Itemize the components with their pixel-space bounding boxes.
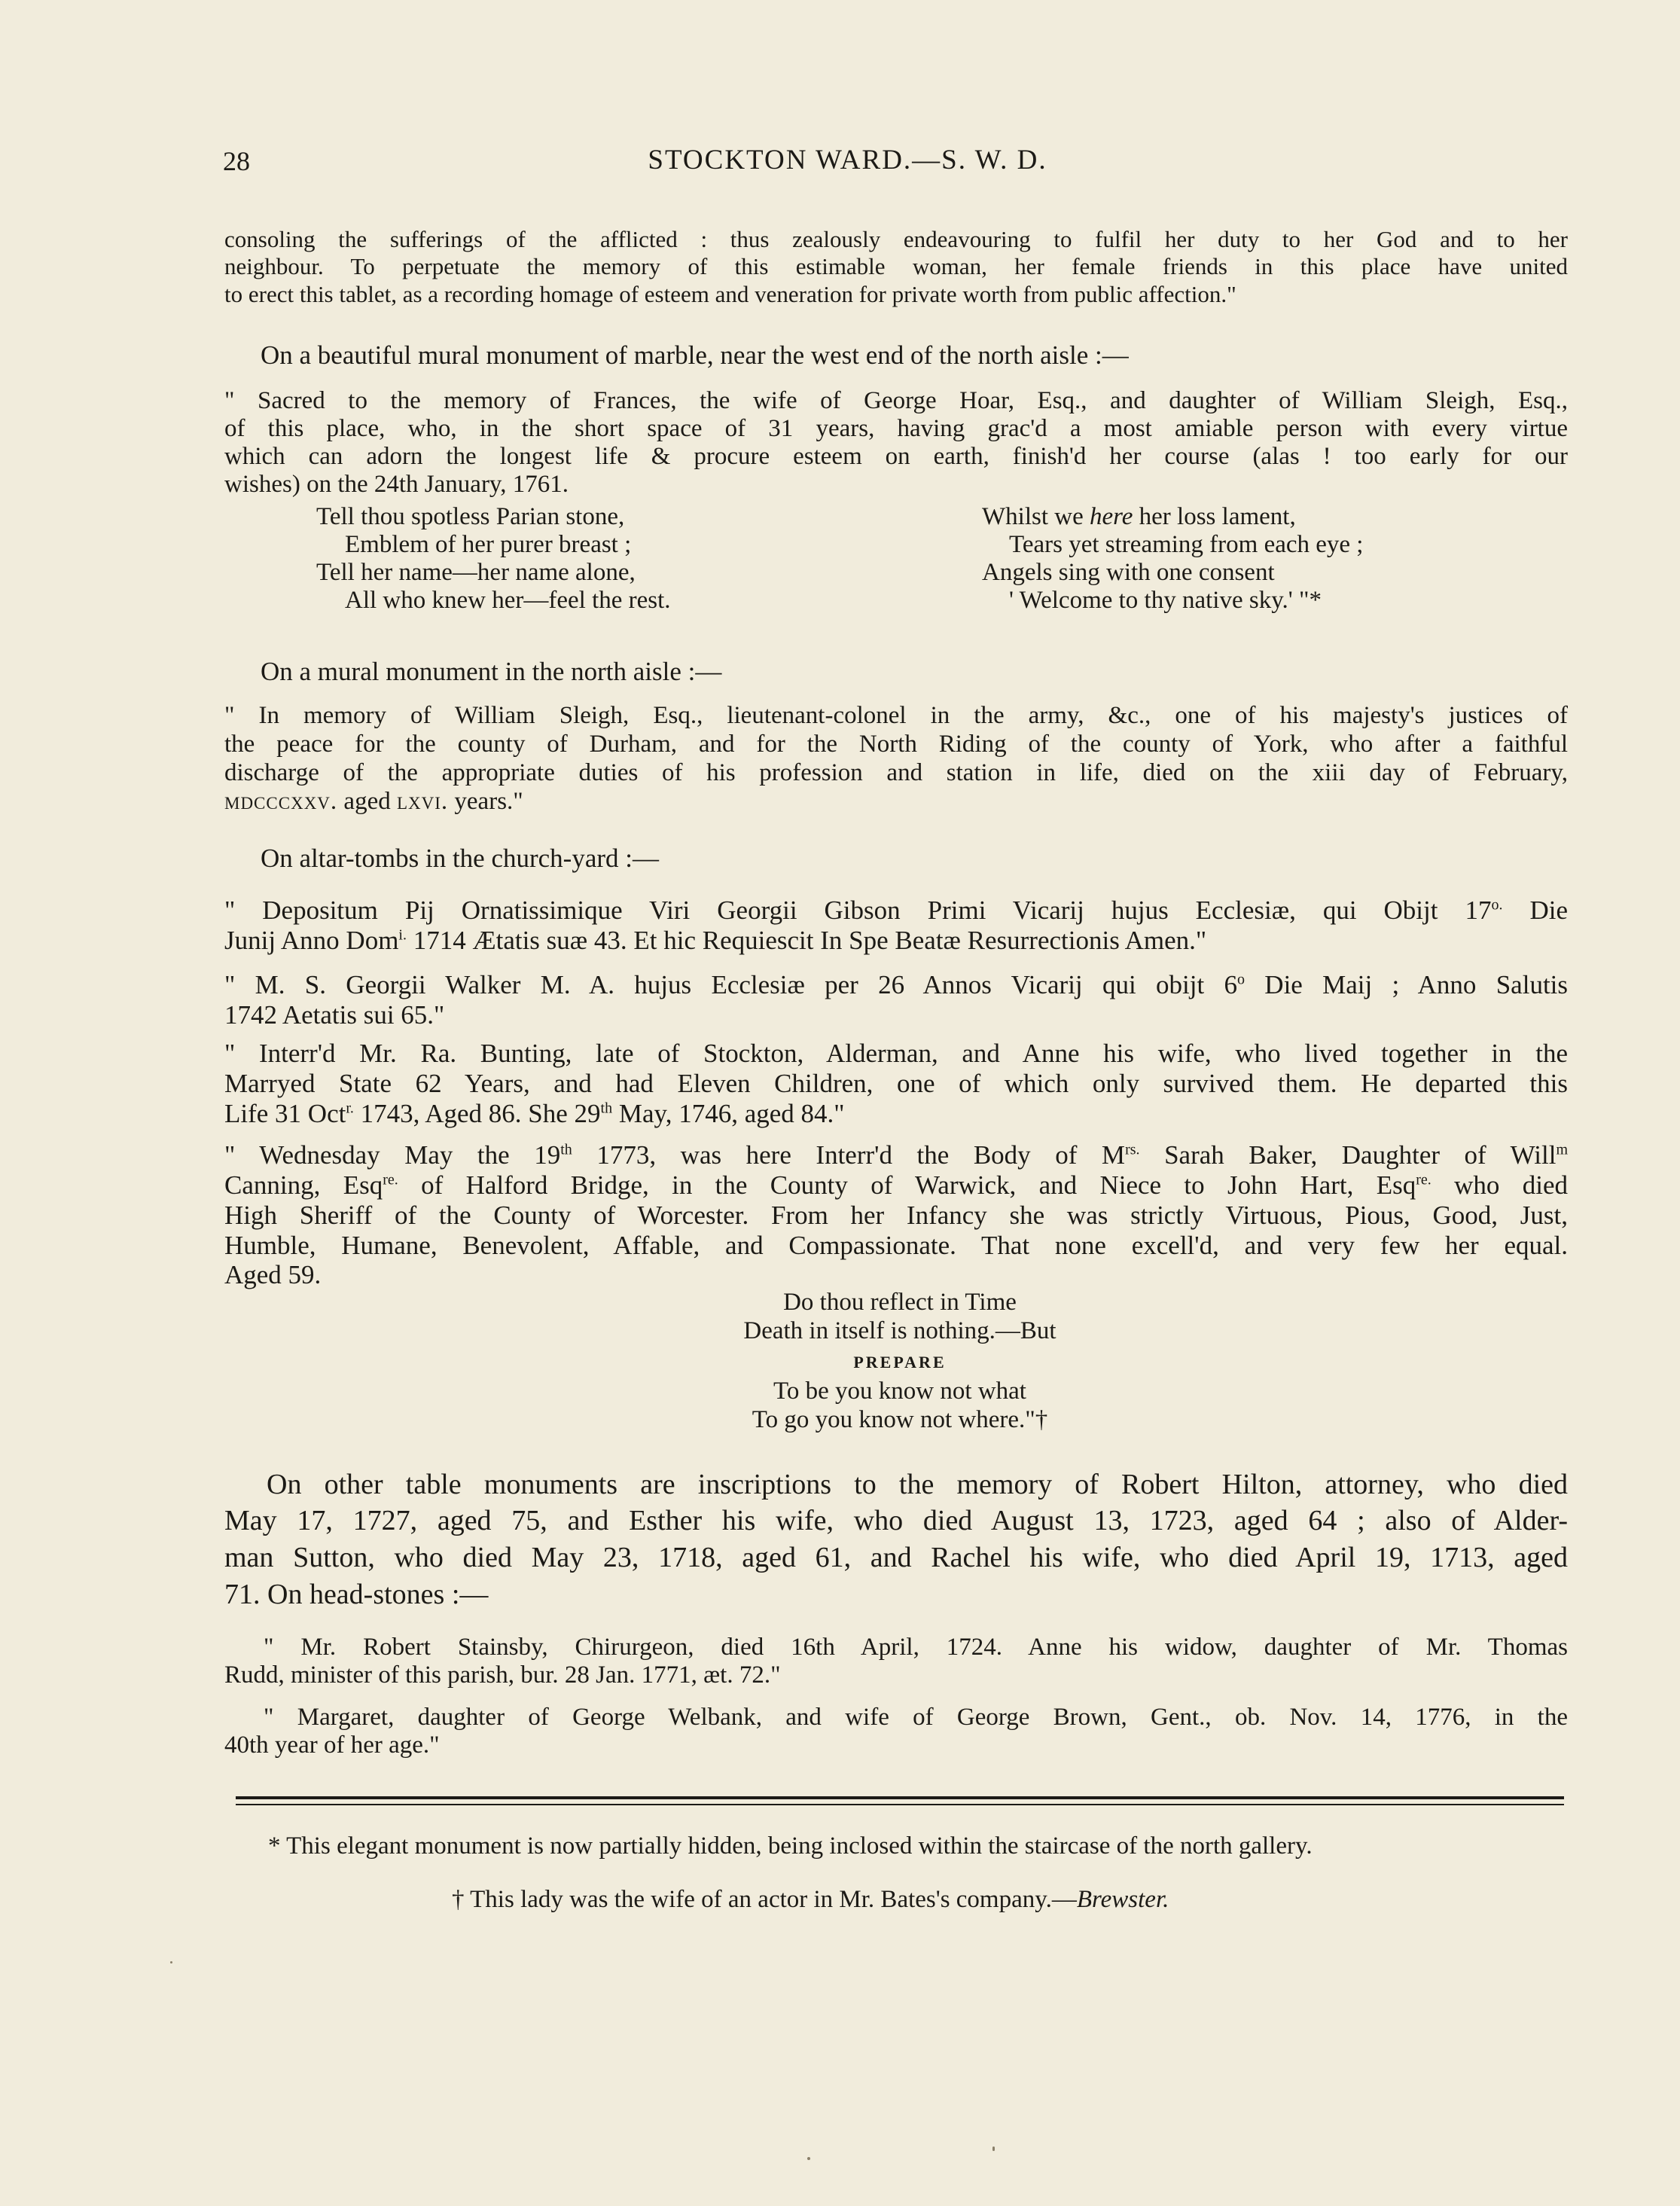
text-line: wishes) on the 24th January, 1761. bbox=[224, 471, 569, 498]
text-line: Canning, Esq$^{re.}$ of Halford Bridge, in the County of Warwick, and Niece to John Hart, Esq$^{re.}$ who died bbox=[224, 1170, 1568, 1200]
text-line: 40th year of her age." bbox=[224, 1732, 440, 1759]
text-line: neighbour. To perpetuate the memory of this estimable woman, her female friends in this place have united bbox=[224, 253, 1568, 279]
text-line: " Wednesday May the 19th 1773, was here Interr'd the Body of $M^{rs.}$ Sarah Baker, Daughter of Will$^m$ bbox=[224, 1140, 1569, 1170]
verse-line: Tell her name—her name alone, bbox=[316, 559, 636, 586]
verse-line: All who knew her—feel the rest. bbox=[345, 587, 671, 614]
text-line: Life 31 Oct$^{r.}$ 1743, Aged 86. She 29th May, 1746, aged 84." bbox=[224, 1099, 845, 1128]
section-heading: On a mural monument in the north aisle :— bbox=[261, 657, 722, 686]
text-line: the peace for the county of Durham, and for the North Riding of the county of York, who after a faithful bbox=[224, 731, 1568, 758]
paper-speck bbox=[170, 1961, 172, 1963]
paper-speck bbox=[992, 2147, 995, 2151]
text-line: " In memory of William Sleigh, Esq., lieutenant-colonel in the army, &c., one of his majesty's justices of bbox=[224, 702, 1568, 729]
text-line: mdcccxxv. aged lxvi. years." bbox=[224, 788, 523, 815]
verse-line: Angels sing with one consent bbox=[982, 559, 1275, 586]
text-line: Rudd, minister of this parish, bur. 28 Jan. 1771, æt. 72." bbox=[224, 1661, 781, 1689]
text-line: Junij Anno Dom$^{i.}$ 1714 Ætatis suæ 43. Et hic Requiescit In Spe Beatæ Resurrectionis Amen." bbox=[224, 926, 1207, 955]
paper-speck bbox=[807, 2157, 810, 2160]
section-heading: On a beautiful mural monument of marble, near the west end of the north aisle :— bbox=[261, 340, 1129, 370]
footnote-dagger: † This lady was the wife of an actor in Mr. Bates's company.—Brewster. bbox=[452, 1886, 1169, 1913]
text-line: " Margaret, daughter of George Welbank, and wife of George Brown, Gent., ob. Nov. 14, 1776, in the bbox=[264, 1704, 1568, 1731]
footnote-star: * This elegant monument is now partially hidden, being inclosed within the staircase of the north gallery. bbox=[268, 1832, 1313, 1860]
text-line: which can adorn the longest life & procure esteem on earth, finish'd her course (alas ! too early for our bbox=[224, 443, 1568, 470]
text-line: " Depositum Pij Ornatissimique Viri Georgii Gibson Primi Vicarij hujus Ecclesiæ, qui Obijt $17^{o.}$ Die bbox=[224, 896, 1568, 925]
text-line: Aged 59. bbox=[224, 1260, 322, 1289]
text-line: Marryed State 62 Years, and had Eleven Children, one of which only survived them. He departed this bbox=[224, 1069, 1568, 1098]
text-line: discharge of the appropriate duties of his profession and station in life, died on the xiii day of February, bbox=[224, 759, 1568, 786]
text-line: " M. S. Georgii Walker M. A. hujus Ecclesiæ per 26 Annos Vicarij qui obijt 6$^o$ Die Maij ; Anno Salutis bbox=[224, 970, 1569, 999]
page-number: 28 bbox=[223, 146, 250, 176]
verse-line: To be you know not what bbox=[773, 1378, 1026, 1405]
footnote-rule-thin bbox=[236, 1804, 1564, 1805]
text-line: Humble, Humane, Benevolent, Affable, and Compassionate. That none excell'd, and very few her equal. bbox=[224, 1231, 1568, 1260]
verse-line: Death in itself is nothing.—But bbox=[743, 1317, 1056, 1344]
section-heading: On altar-tombs in the church-yard :— bbox=[261, 844, 659, 873]
text-line: to erect this tablet, as a recording homage of esteem and veneration for private worth from public affection." bbox=[224, 281, 1236, 307]
text-line: High Sheriff of the County of Worcester. From her Infancy she was strictly Virtuous, Pious, Good, Just, bbox=[224, 1201, 1568, 1230]
text-line: 1742 Aetatis sui 65." bbox=[224, 1000, 445, 1030]
text-line: " Sacred to the memory of Frances, the wife of George Hoar, Esq., and daughter of William Sleigh, Esq., bbox=[224, 387, 1568, 414]
text-line: man Sutton, who died May 23, 1718, aged 61, and Rachel his wife, who died April 19, 1713, aged bbox=[224, 1542, 1568, 1573]
text-line: On other table monuments are inscriptions to the memory of Robert Hilton, attorney, who died bbox=[267, 1469, 1568, 1500]
verse-line: ' Welcome to thy native sky.' "* bbox=[1009, 587, 1322, 614]
verse-line: To go you know not where."† bbox=[752, 1406, 1048, 1433]
running-title: STOCKTON WARD.—S. W. D. bbox=[648, 145, 1047, 175]
text-line: 71. On head-stones :— bbox=[224, 1579, 489, 1610]
verse-line: Emblem of her purer breast ; bbox=[345, 531, 632, 558]
footnote-rule-thick bbox=[236, 1796, 1564, 1799]
verse-line: Tell thou spotless Parian stone, bbox=[316, 503, 625, 530]
verse-line: Do thou reflect in Time bbox=[783, 1289, 1017, 1316]
text-line: " Mr. Robert Stainsby, Chirurgeon, died 16th April, 1724. Anne his widow, daughter of Mr. Thomas bbox=[264, 1634, 1568, 1661]
text-line: of this place, who, in the short space of 31 years, having grac'd a most amiable person with every virtue bbox=[224, 415, 1568, 442]
verse-line: Tears yet streaming from each eye ; bbox=[1009, 531, 1364, 558]
verse-line: PREPARE bbox=[853, 1353, 947, 1372]
text-line: consoling the sufferings of the afflicted : thus zealously endeavouring to fulfil her duty to her God and to her bbox=[224, 226, 1568, 252]
text-line: " Interr'd Mr. Ra. Bunting, late of Stockton, Alderman, and Anne his wife, who lived together in the bbox=[224, 1039, 1568, 1068]
text-line: May 17, 1727, aged 75, and Esther his wife, who died August 13, 1723, aged 64 ; also of Alder- bbox=[224, 1505, 1568, 1536]
verse-line: Whilst we here her loss lament, bbox=[982, 503, 1296, 530]
